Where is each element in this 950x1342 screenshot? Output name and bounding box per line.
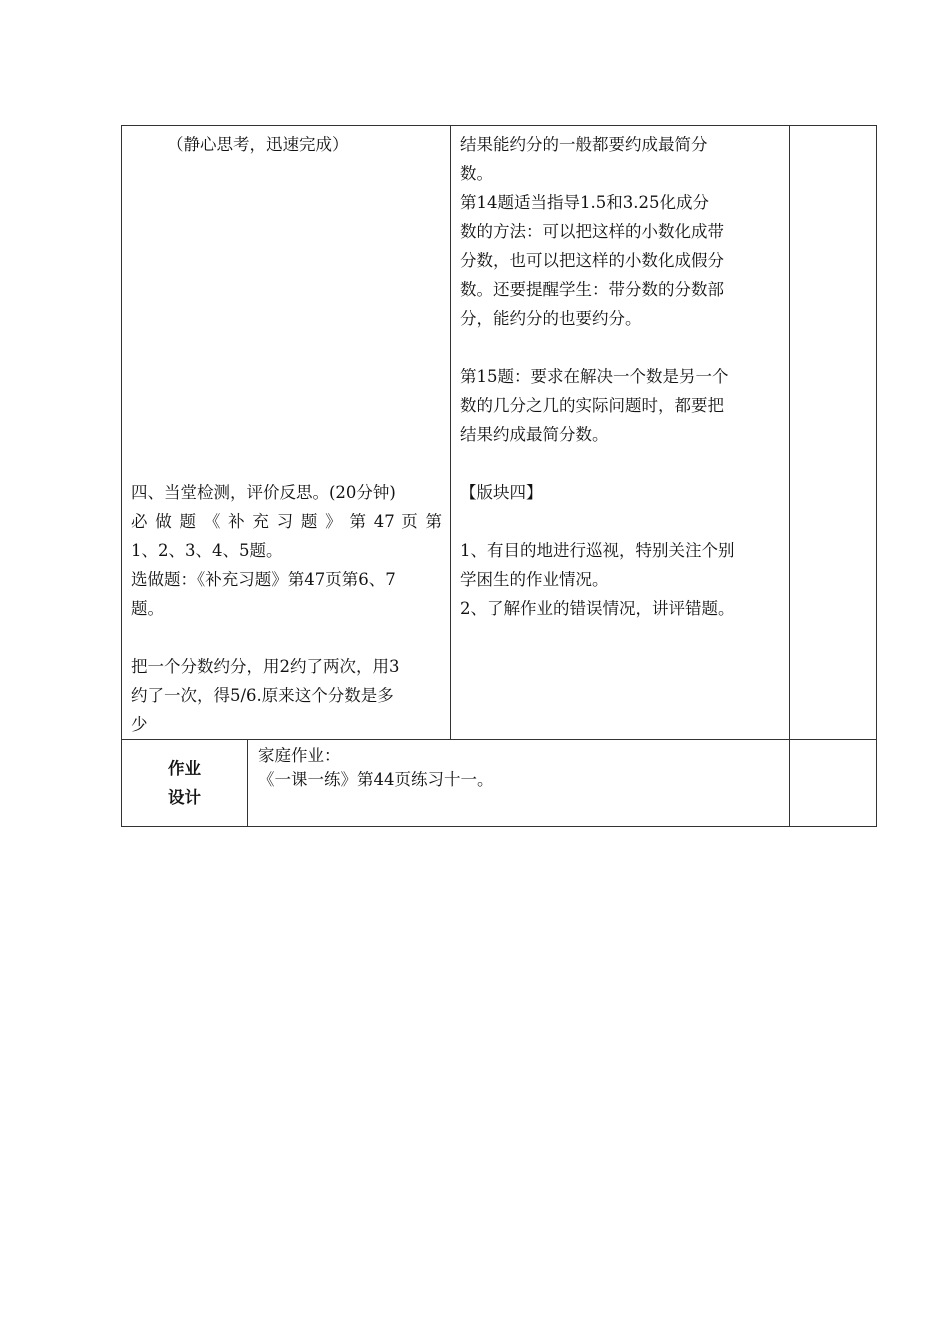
spacer — [131, 623, 442, 652]
homework-line: 《一课一练》第44页练习十一。 — [258, 770, 494, 789]
homework-line: 家庭作业： — [258, 746, 341, 765]
homework-label: 设计 — [168, 788, 201, 807]
instruction-note: （静心思考，迅速完成） — [167, 135, 349, 154]
guidance-line: 2、了解作业的错误情况，讲评错题。 — [460, 599, 735, 618]
guidance-line: 分数，也可以把这样的小数化成假分 — [460, 251, 724, 270]
notes-cell — [790, 126, 877, 740]
homework-row — [122, 740, 877, 827]
lesson-plan-table — [121, 125, 877, 827]
question-line: 少 — [131, 715, 148, 734]
guidance-line: 结果能约分的一般都要约成最简分 — [460, 135, 708, 154]
guidance-line: 分，能约分的也要约分。 — [460, 309, 642, 328]
question-line: 把一个分数约分，用2约了两次，用3 — [131, 657, 400, 676]
guidance-line: 1、有目的地进行巡视，特别关注个别 — [460, 541, 735, 560]
guidance-line: 第14题适当指导1.5和3.25化成分 — [460, 193, 709, 212]
guidance-line: 学困生的作业情况。 — [460, 570, 609, 589]
optional-exercise-end: 题。 — [131, 599, 164, 618]
teacher-guidance-cell — [451, 126, 790, 740]
guidance-line: 数的方法：可以把这样的小数化成带 — [460, 222, 724, 241]
homework-label: 作业 — [168, 759, 201, 778]
question-line: 约了一次，得5/6.原来这个分数是多 — [131, 686, 394, 705]
guidance-line: 数。 — [460, 164, 493, 183]
required-exercise-items: 1、2、3、4、5题。 — [131, 541, 283, 560]
guidance-line: 数的几分之几的实际问题时，都要把 — [460, 396, 724, 415]
section-heading: 【版块四】 — [460, 483, 543, 502]
guidance-line: 第15题：要求在解决一个数是另一个 — [460, 367, 729, 386]
optional-exercise-line: 选做题：《补充习题》第47页第6、7 — [131, 570, 396, 589]
guidance-line: 数。还要提醒学生：带分数的分数部 — [460, 280, 724, 299]
guidance-line: 结果约成最简分数。 — [460, 425, 609, 444]
spacer — [131, 159, 442, 478]
homework-content-cell — [248, 740, 790, 827]
homework-label-cell — [122, 740, 248, 827]
required-exercise-line: 必 做 题 《 补 充 习 题 》 第 47 页 第 — [131, 512, 442, 531]
spacer — [460, 449, 781, 478]
activity-row — [122, 126, 877, 740]
spacer — [460, 333, 781, 362]
student-activity-cell — [122, 126, 451, 740]
homework-notes-cell — [790, 740, 877, 827]
section-heading: 四、当堂检测，评价反思。(20分钟) — [131, 483, 396, 502]
spacer — [460, 507, 781, 536]
